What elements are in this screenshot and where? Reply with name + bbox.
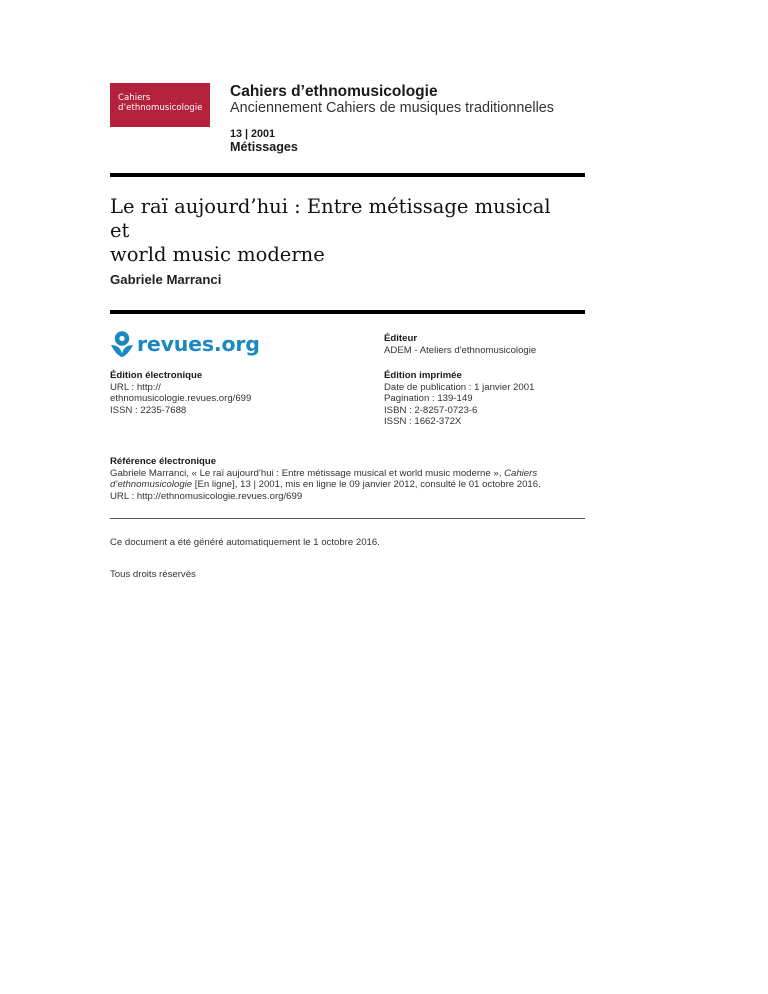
journal-title: Cahiers d’ethnomusicologie [230, 83, 438, 100]
edition-imprimee-isbn: ISBN : 2-8257-0723-6 [384, 404, 478, 416]
edition-electronique-url-label: URL : http:// [110, 381, 161, 393]
reference-journal-italic1: Cahiers [504, 467, 538, 479]
edition-electronique-block [110, 370, 251, 416]
journal-logo-line1: Cahiers [118, 93, 151, 103]
revues-org-icon [110, 330, 134, 358]
editeur-name: ADEM - Ateliers d'ethnomusicologie [384, 344, 537, 356]
edition-electronique-url[interactable]: ethnomusicologie.revues.org/699 [110, 393, 252, 405]
edition-imprimee-issn: ISSN : 1662-372X [384, 416, 462, 428]
journal-logo-line2: d’ethnomusicologie [118, 103, 203, 114]
reference-heading: Référence électronique [110, 456, 217, 467]
reference-line1-text: Gabriele Marranci, « Le raï aujourd’hui : Entre métissage musical et world music moderne », [110, 467, 505, 479]
edition-imprimee-date: Date de publication : 1 janvier 2001 [384, 381, 535, 393]
reference-url[interactable]: URL : http://ethnomusicologie.revues.org/699 [110, 490, 303, 502]
revues-org-wordmark: revues.org [137, 332, 260, 356]
article-title-line1: Le raï aujourd’hui : Entre métissage musical et [110, 195, 551, 242]
edition-electronique-issn: ISSN : 2235-7688 [110, 404, 187, 416]
rights-note: Tous droits réservés [110, 569, 196, 580]
reference-line2 [110, 479, 586, 491]
reference-line1 [110, 468, 586, 480]
article-title [110, 195, 570, 267]
article-author: Gabriele Marranci [110, 272, 222, 287]
footer-divider [110, 518, 585, 519]
article-title-line2: world music moderne [110, 243, 325, 266]
issue-number: 13 | 2001 [230, 128, 276, 140]
reference-journal-italic2: d’ethnomusicologie [110, 479, 193, 491]
metadata-divider [110, 310, 585, 314]
journal-logo [110, 83, 210, 127]
edition-imprimee-heading: Édition imprimée [384, 370, 462, 381]
edition-electronique-heading: Édition électronique [110, 370, 203, 381]
issue-theme: Métissages [230, 140, 298, 154]
generated-note: Ce document a été généré automatiquement le 1 octobre 2016. [110, 537, 380, 548]
revues-org-logo[interactable] [110, 329, 260, 359]
reference-line2-text: [En ligne], 13 | 2001, mis en ligne le 09 janvier 2012, consulté le 01 octobre 2016. [192, 479, 541, 491]
editeur-heading: Éditeur [384, 333, 418, 344]
edition-imprimee-block [384, 370, 534, 428]
editeur-block [384, 333, 536, 356]
journal-subtitle: Anciennement Cahiers de musiques traditionnelles [230, 100, 554, 116]
header-divider [110, 173, 585, 177]
reference-block [110, 456, 586, 502]
edition-imprimee-pagination: Pagination : 139-149 [384, 393, 473, 405]
